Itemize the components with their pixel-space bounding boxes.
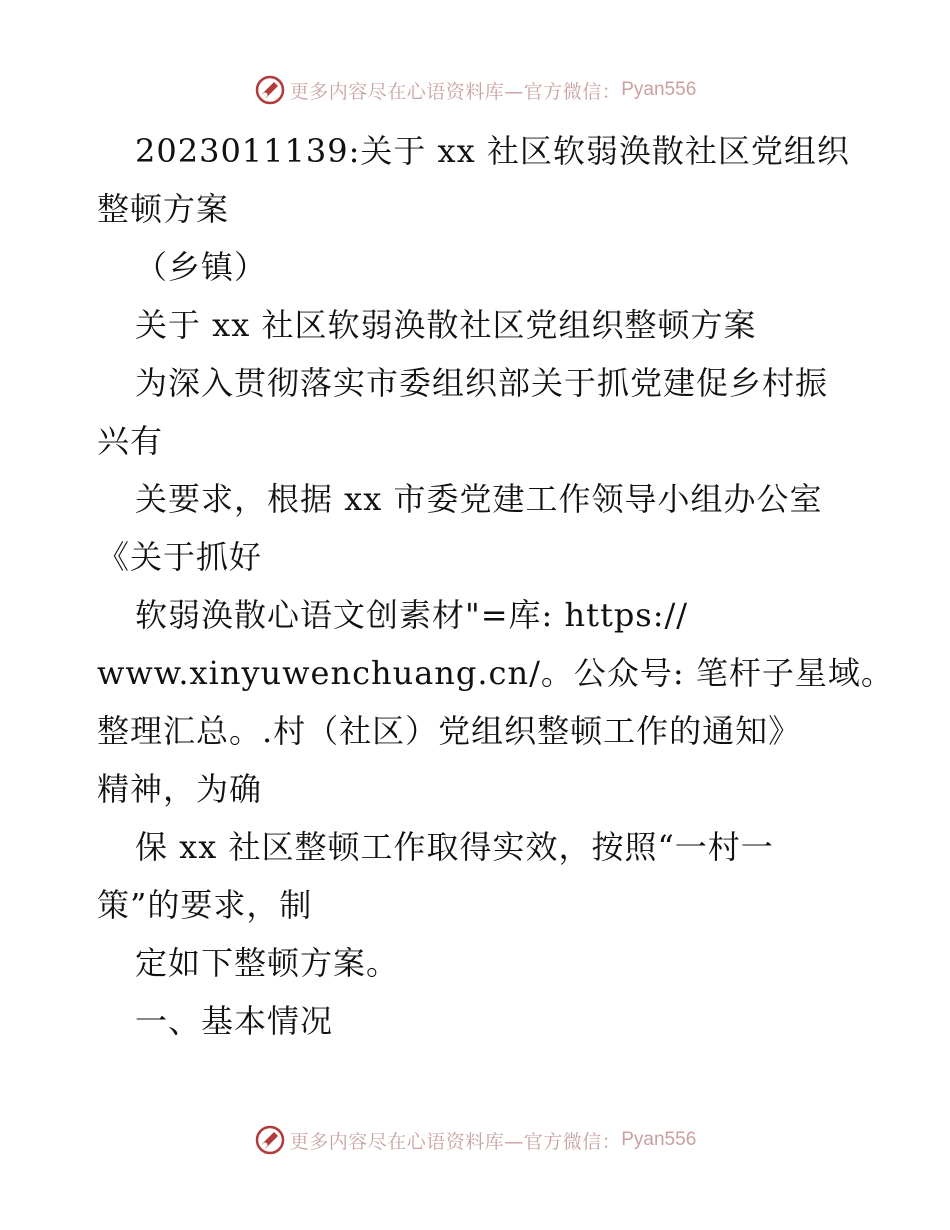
text-line: 一、基本情况 — [135, 1002, 334, 1040]
text-line: 整理汇总。.村（社区）党组织整顿工作的通知》 — [97, 712, 802, 750]
text-line: 精神，为确 — [97, 770, 263, 808]
watermark-text: 更多内容尽在心语资料库—官方微信： — [289, 1130, 622, 1153]
stamp-logo-icon — [254, 1124, 286, 1156]
text-line: 定如下整顿方案。 — [135, 944, 400, 982]
text-line: 整顿方案 — [97, 190, 230, 228]
text-line: 《关于抓好 — [97, 538, 263, 576]
text-line: 关于 xx 社区软弱涣散社区党组织整顿方案 — [135, 306, 757, 344]
text-line: 兴有 — [97, 422, 164, 460]
text-line: 关要求，根据 xx 市委党建工作领导小组办公室 — [135, 480, 823, 518]
watermark-id: Pyan556 — [621, 79, 697, 100]
footer-watermark — [0, 1120, 950, 1160]
watermark-text: 更多内容尽在心语资料库—官方微信： — [289, 80, 622, 103]
text-line: 2023011139:关于 xx 社区软弱涣散社区党组织 — [135, 132, 850, 170]
stamp-logo-icon — [254, 74, 286, 106]
watermark-id: Pyan556 — [621, 1129, 697, 1150]
document-body — [97, 122, 894, 1050]
text-line: 为深入贯彻落实市委组织部关于抓党建促乡村振 — [135, 364, 829, 402]
text-line: 保 xx 社区整顿工作取得实效，按照“一村一 — [135, 828, 774, 866]
header-watermark — [0, 70, 950, 110]
text-line: （乡镇） — [135, 248, 268, 286]
text-line: 软弱涣散心语文创素材"=库: https:// — [135, 596, 689, 634]
text-line: www.xinyuwenchuang.cn/。公众号: 笔杆子星域。 — [97, 654, 894, 692]
text-line: 策”的要求，制 — [97, 886, 313, 924]
